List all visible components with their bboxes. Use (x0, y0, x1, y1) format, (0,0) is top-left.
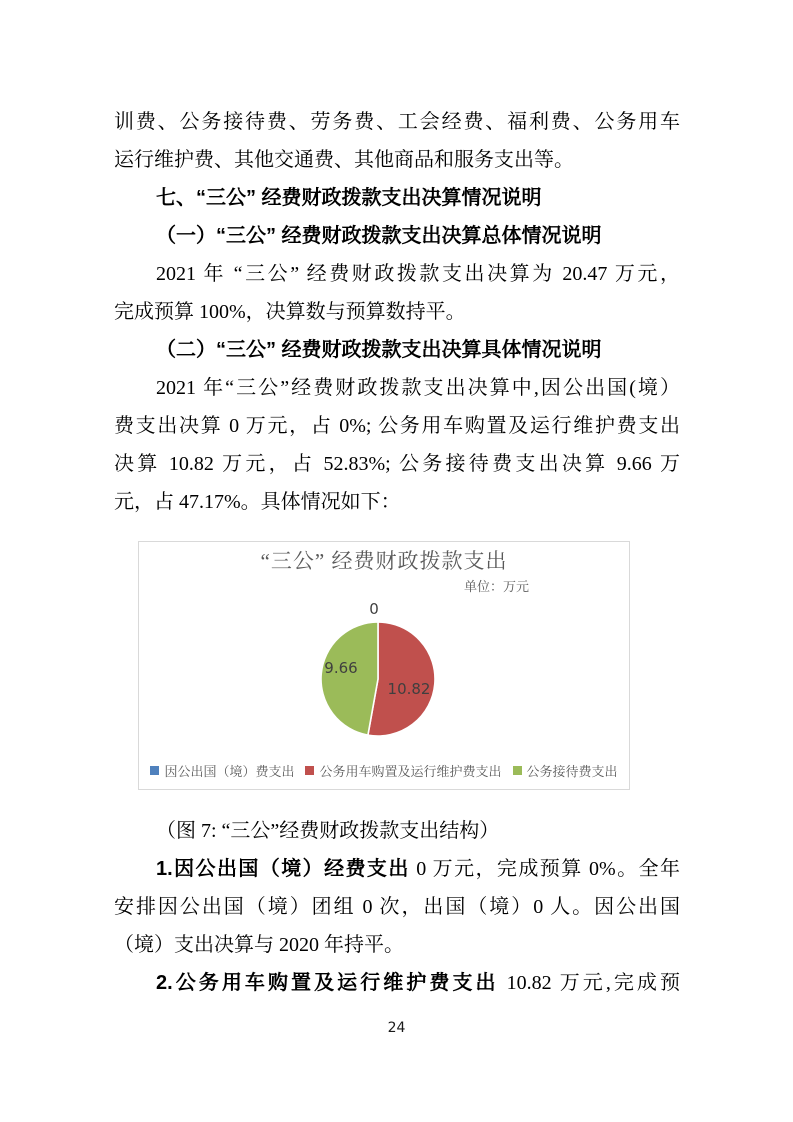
pie-data-label-red: 10.82 (387, 680, 431, 698)
text-line: 决算 10.82 万元，占 52.83%; 公务接待费支出决算 9.66 万 (114, 453, 680, 475)
pie-svg (318, 619, 438, 739)
legend-item (513, 761, 618, 780)
pie-data-label-green: 9.66 (324, 659, 358, 677)
chart-title: “三公” 经费财政拨款支出 (260, 549, 508, 573)
text-line: 2021 年 “三公” 经费财政拨款支出决算为 20.47 万元， (156, 263, 680, 285)
chart-unit-label: 单位：万元 (463, 579, 529, 594)
document-body (114, 103, 680, 1002)
text-line: 训费、公务接待费、劳务费、工会经费、福利费、公务用车 (114, 111, 680, 133)
text-line (114, 964, 680, 1002)
legend-label: 公务用车购置及运行维护费支出 (319, 764, 502, 779)
legend-item (150, 761, 294, 780)
legend-swatch-green (513, 766, 522, 775)
pie-chart-figure (138, 541, 630, 790)
figure-caption: （图 7: “三公”经费财政拨款支出结构） (156, 820, 500, 842)
legend-swatch-blue (150, 766, 159, 775)
text-line: 元，占 47.17%。具体情况如下： (114, 491, 401, 513)
text-line: （境）支出决算与 2020 年持平。 (114, 934, 404, 956)
text-line: 安排因公出国（境）团组 0 次，出国（境）0 人。因公出国 (114, 896, 680, 918)
page-number: 24 (387, 1020, 406, 1036)
item-2-title: 2.公务用车购置及运行维护费支出 (156, 972, 499, 994)
section-heading-7: 七、“三公” 经费财政拨款支出决算情况说明 (156, 187, 542, 209)
subsection-heading-2: （二）“三公” 经费财政拨款支出决算具体情况说明 (156, 339, 602, 361)
text-line (114, 850, 680, 888)
item-1-title: 1.因公出国（境）经费支出 (156, 858, 410, 880)
item-1-text: 0 万元，完成预算 0%。全年 (409, 858, 680, 880)
legend-swatch-red (305, 766, 314, 775)
subsection-heading-1: （一）“三公” 经费财政拨款支出决算总体情况说明 (156, 225, 602, 247)
text-line: 2021 年“三公”经费财政拨款支出决算中,因公出国(境） (156, 377, 680, 399)
item-2-text: 10.82 万元,完成预 (498, 972, 680, 994)
text-line: 完成预算 100%，决算数与预算数持平。 (114, 301, 466, 323)
legend-item (305, 761, 501, 780)
pie-data-label-blue: 0 (369, 600, 379, 618)
legend-label: 公务接待费支出 (526, 764, 618, 779)
text-line: 运行维护费、其他交通费、其他商品和服务支出等。 (114, 149, 574, 171)
legend-label: 因公出国（境）费支出 (164, 764, 295, 779)
text-line: 费支出决算 0 万元，占 0%; 公务用车购置及运行维护费支出 (114, 415, 680, 437)
chart-legend (139, 761, 629, 780)
pie-slice (321, 622, 378, 735)
pie-chart (318, 619, 438, 739)
